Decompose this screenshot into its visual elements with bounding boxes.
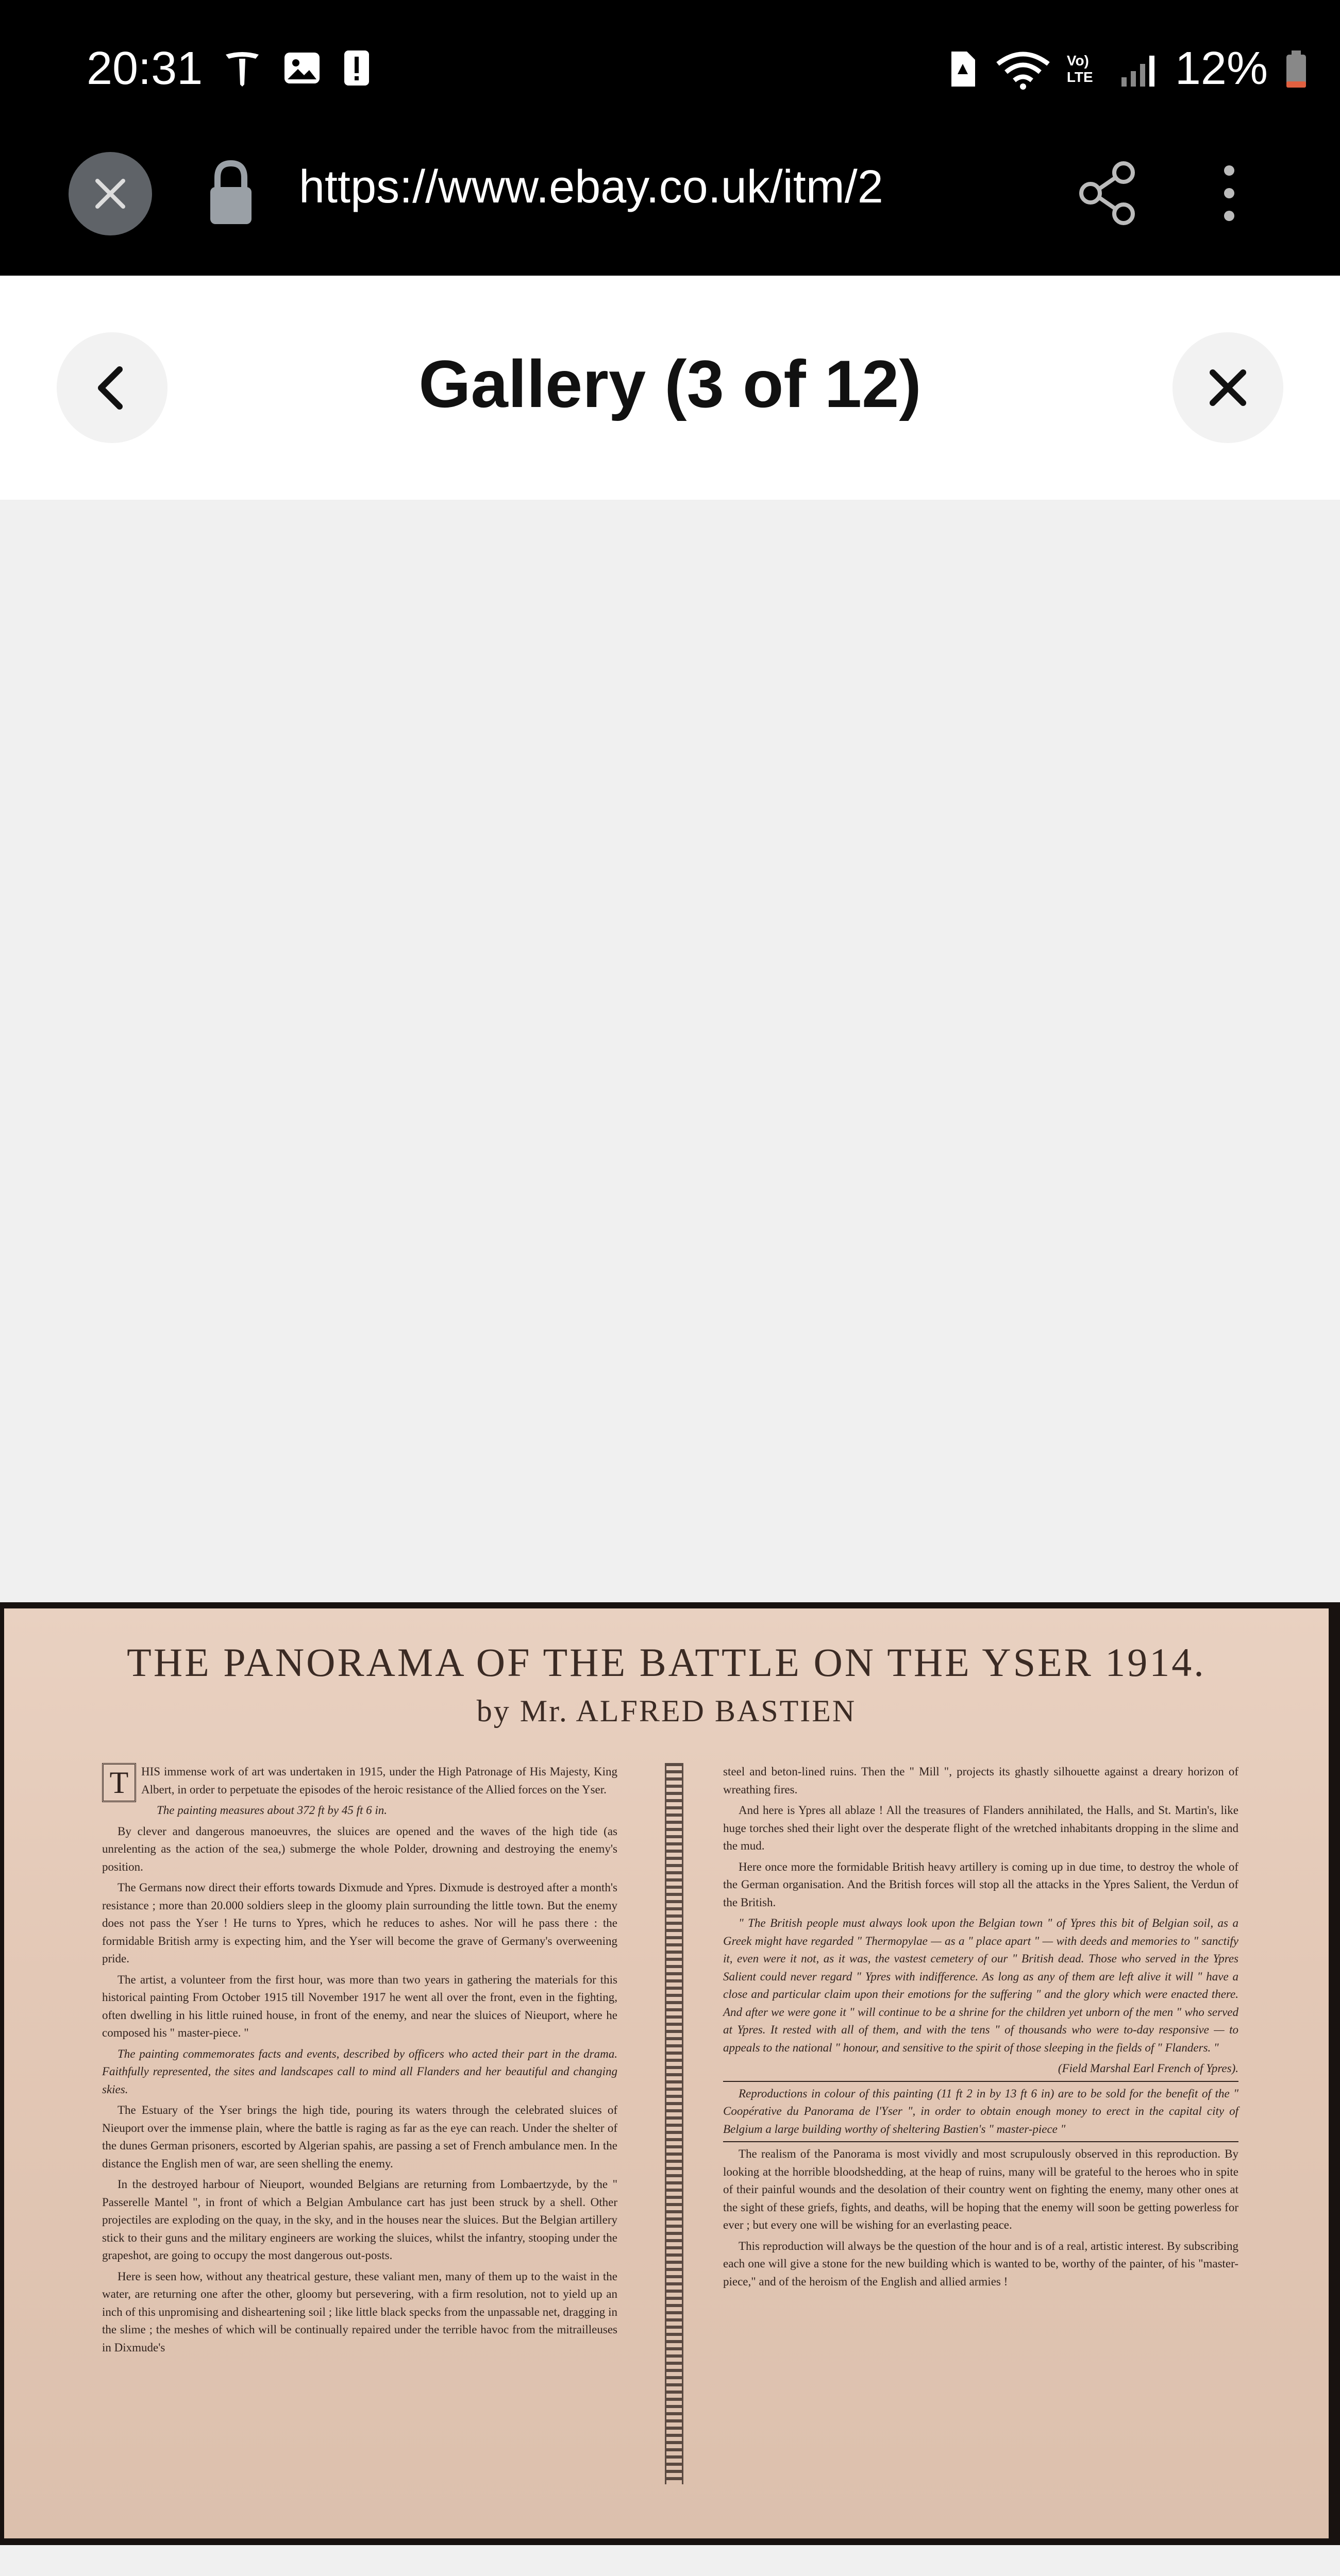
tesla-icon (222, 47, 263, 89)
status-notification-icons (222, 47, 372, 89)
paragraph: The Germans now direct their efforts towards Dixmude and Ypres. Dixmude is destroyed after a month's resistance ; more than 20.000 soldiers sleep in the gloomy plain surrounding the little town. But the enemy does not pass the Yser ! He turns to Ypres, which he reduces to ashes. Nor will he pass there : the formidable British army is expecting him, and the Yser will become the grave of Germany's overweening pride. (102, 1881, 617, 1965)
signal-icon (1118, 48, 1160, 90)
url-text[interactable]: https://www.ebay.co.uk/itm/2 (299, 161, 883, 213)
volte-label: Vo) LTE (1066, 52, 1093, 85)
paragraph: The painting measures about 372 ft by 45 ft 6 in. (157, 1804, 387, 1817)
paragraph: Here once more the formidable British heavy artillery is coming up in due time, to destroy the whole of the German organisation. And the British forces will stop all the attacks in the Ypres Salient, the Verdun of the British. (723, 1860, 1238, 1909)
share-button[interactable] (1072, 157, 1144, 232)
quote-signature: (Field Marshal Earl French of Ypres). (1058, 2062, 1238, 2075)
status-system-icons (946, 42, 1309, 95)
drop-cap: T (102, 1763, 136, 1802)
alert-icon (341, 47, 372, 89)
wifi-icon (995, 48, 1051, 90)
document-page (4, 1608, 1329, 2538)
status-bar (0, 0, 1340, 144)
more-vert-icon (1209, 157, 1250, 229)
gallery-close-button[interactable] (1172, 332, 1283, 443)
more-options-button[interactable] (1209, 157, 1250, 232)
paragraph: By clever and dangerous manoeuvres, the sluices are opened and the waves of the high tide (as unrelenting as the action of the sea,) submerge the whole Polder, drowning and destroying the enemy's position. (102, 1824, 617, 1873)
document-subtitle: by Mr. ALFRED BASTIEN (476, 1694, 857, 1728)
lock-icon[interactable] (205, 157, 257, 232)
document-left-column (102, 1763, 617, 2360)
battery-percent: 12% (1175, 43, 1268, 94)
paragraph: This reproduction will always be the question of the hour and is of a real, artistic interest. By subscribing each one will give a stone for the new building which is wanted to be, worthy of the painter, of his "master-piece," and of the heroism of the English and allied armies ! (723, 2239, 1238, 2288)
battery-icon (1283, 48, 1309, 90)
status-time: 20:31 (87, 43, 203, 94)
sim-icon (946, 48, 979, 90)
paragraph: Here is seen how, without any theatrical gesture, these valiant men, many of them up to the waist in the water, are returning one after the other, gloomy but persevering, with a firm resolution, not to yield up an inch of this unpromising and disheartening soil ; like little black specks from the unpassable net, dragging in the slime ; the meshes of which will be continually repaired under the terrible havoc from the mitrailleuses in Dixmude's (102, 2269, 617, 2354)
paragraph: And here is Ypres all ablaze ! All the treasures of Flanders annihilated, the Halls, and St. Martin's, like huge torches shed their light over the desperate flight of the wretched inhabitants dropping in the slime and the mud. (723, 1804, 1238, 1852)
paragraph: In the destroyed harbour of Nieuport, wounded Belgians are returning from Lombaertzyde, by the " Passerelle Mantel ", in front of which a Belgian Ambulance cart has just been struck by a shell. Other projectiles are exploding on the quay, in the sky, and in the houses near the sluices. But the Belgian artillery stick to their guns and the military engineers are working the sluices, whilst the infantry, stooping under the grapeshot, are going to occupy the most dangerous out-posts. (102, 2178, 617, 2262)
close-icon (1172, 332, 1283, 443)
paragraph: The realism of the Panorama is most vividly and most scrupulously observed in this reproduction. By looking at the horrible bloodshedding, at the heap of ruins, many will be grateful to the heroes who in spite of their painful wounds and the desolation of their country went on fighting the enemy, many other ones at the sight of these griefs, fights, and deaths, will be hoping that the enemy will soon be getting powerless for ever ; but every one will be wishing for an everlasting peace. (723, 2147, 1238, 2231)
paragraph: The Estuary of the Yser brings the high tide, pouring its waters through the celebrated sluices of Nieuport over the immense plain, where the battle is raging as far as the eye can reach. Under the shelter of the dunes German prisoners, escorted by Algerian spahis, are passing a set of French ambulance men. In the distance the English men of war, are seen shelling the enemy. (102, 2104, 617, 2170)
close-tab-button[interactable] (69, 152, 152, 235)
gallery-image[interactable] (0, 1602, 1340, 2545)
paragraph: The painting commemorates facts and events, described by officers who acted their part in the drama. Faithfully represented, the sites and landscapes call to mind all Flanders and her beautiful and changing skies. (102, 2047, 617, 2096)
image-icon (281, 47, 323, 89)
paragraph: HIS immense work of art was undertaken in 1915, under the High Patronage of His Majesty, King Albert, in order to perpetuate the episodes of the heroic resistance of the Allied forces on the Yser. (141, 1765, 617, 1796)
gallery-title: Gallery (3 of 12) (418, 346, 922, 421)
reproduction-note: Reproductions in colour of this painting (11 ft 2 in by 13 ft 6 in) are to be sold for the benefit of the " Coopérative du Panorama de l'Yser ", in order to obtain enough money to erect in the capital city of Belgium a large building worthy of sheltering Bastien's " master-piece " (723, 2081, 1238, 2143)
paragraph: The artist, a volunteer from the first hour, was more than two years in gathering the materials for this historical painting From October 1915 till November 1917 he went all over the front, even in the fighting, often dwelling in his little ruined house, in front of the enemy, and near the sluices of Nieuport, where he composed his " master-piece. " (102, 1973, 617, 2039)
document-title: THE PANORAMA OF THE BATTLE ON THE YSER 1914. (127, 1640, 1206, 1685)
paragraph: steel and beton-lined ruins. Then the " Mill ", projects its ghastly silhouette against a dreary horizon of wreathing fires. (723, 1765, 1238, 1796)
close-icon (69, 152, 152, 235)
share-icon (1072, 157, 1144, 229)
document-right-column (723, 1763, 1238, 2294)
column-divider (665, 1763, 683, 2484)
quote-paragraph: " The British people must always look upon the Belgian town " of Ypres this bit of Belgian soil, as a Greek might have regarded " Thermopylae — as a " place apart " — with deeds and memories to " sanctify it, even were it not, as it was, the vastest cemetery of our " British dead. Those who served in the Ypres Salient could never regard " Ypres with indifference. As long as any of them are left alive it will " have a close and particular claim upon their emotions for the suffering " and the glory which were enacted there. And after we were gone it " will continue to be a shrine for the children yet unborn of the men " who served at Ypres. It rested with all of them, and with the tens " of thousands who were to-day responsive — to appeals to the national " honour, and sensitive to the spirit of those sleeping in the fields of " Flanders. " (723, 1917, 1238, 2054)
gallery-viewer[interactable] (0, 500, 1340, 2576)
